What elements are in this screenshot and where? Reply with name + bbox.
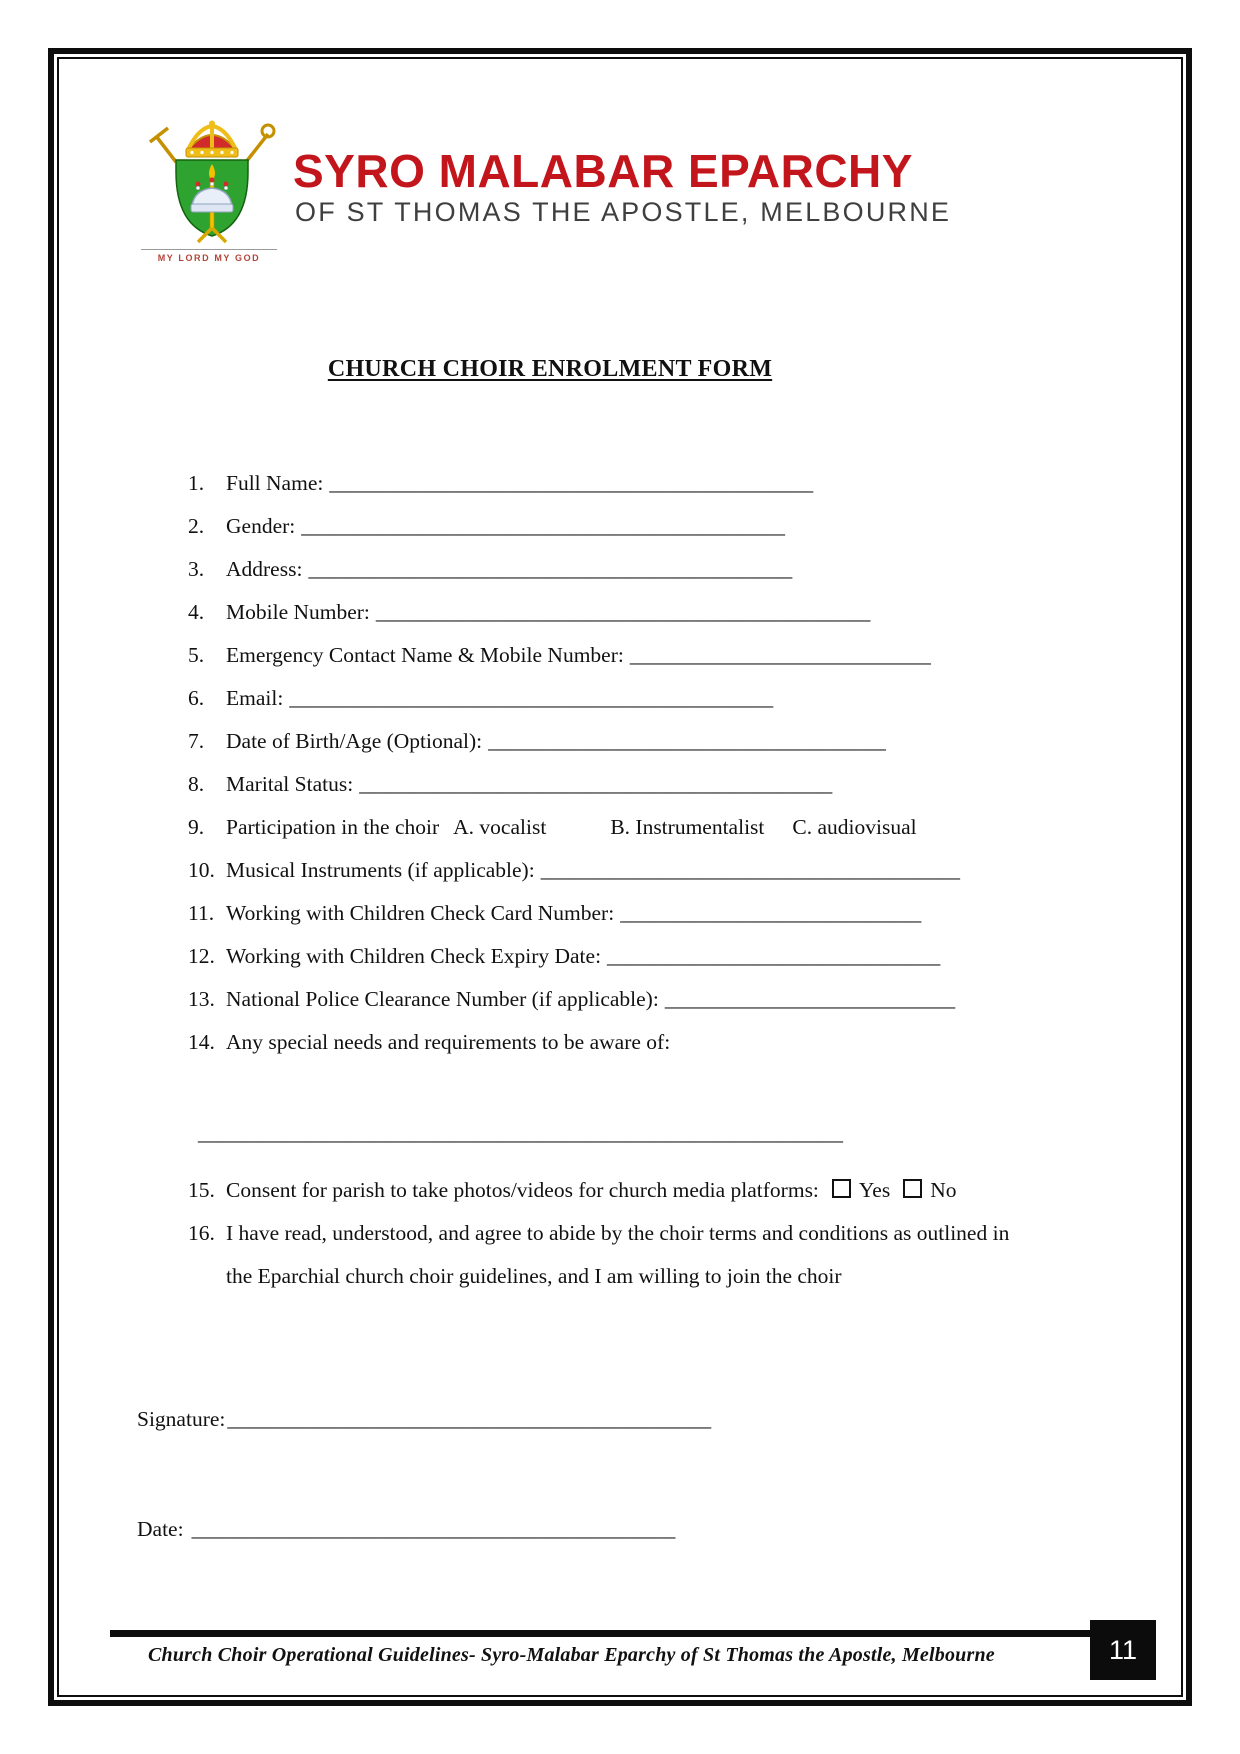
form-item-13 [188,978,1138,1021]
checkbox-label: Yes [858,1178,891,1202]
form-item-10 [188,849,1138,892]
item-number: 3. [188,557,205,581]
footer-rule [110,1630,1090,1637]
form-item-14 [188,1021,1138,1064]
item-number: 8. [188,772,205,796]
item-label: Address: [226,557,303,581]
footer-text: Church Choir Operational Guidelines- Syro-Malabar Eparchy of St Thomas the Apostle, Melbourne [148,1644,995,1666]
choir-participation-option: A. vocalist [453,815,547,839]
item-number: 10. [188,858,215,882]
item-body [226,591,870,634]
item-number: 6. [188,686,205,710]
form-item-15 [188,1169,1138,1212]
consent-yes-checkbox[interactable] [832,1179,851,1198]
form-item-8 [188,763,1138,806]
form-items [188,462,1138,1298]
answer-line[interactable]: ____________________________________________________________ [198,1121,843,1145]
form-item-2 [188,505,1138,548]
checkbox-label: No [930,1178,957,1202]
item-label: Consent for parish to take photos/videos for church media platforms: [226,1178,819,1202]
item-number: 4. [188,600,205,624]
blank-fill-line[interactable]: _____________________________________________ [289,686,774,710]
item-label: Mobile Number: [226,600,370,624]
form-item-16 [188,1212,1138,1298]
date-label: Date: [137,1517,184,1541]
blank-fill-line[interactable]: ____________________________ [629,643,931,667]
item-body [226,1212,1016,1298]
item-body [226,634,931,677]
blank-fill-line[interactable]: _____________________________________________ [329,471,814,495]
item-number: 7. [188,729,205,753]
item-body [226,849,960,892]
item-label: National Police Clearance Number (if applicable): [226,987,659,1011]
item-body [226,505,785,548]
signature-label: Signature: [137,1407,226,1431]
organization-name: SYRO MALABAR EPARCHY [293,145,913,197]
form-title [60,356,1040,383]
date-line[interactable]: _____________________________________________ [191,1517,676,1541]
item-label: Musical Instruments (if applicable): [226,858,535,882]
signature-line[interactable]: _____________________________________________ [227,1407,712,1431]
form-title-text: CHURCH CHOIR ENROLMENT FORM [327,356,773,382]
item-body [226,1169,957,1212]
item-number: 12. [188,944,215,968]
form-item-9 [188,806,1138,849]
organization-subtitle: OF ST THOMAS THE APOSTLE, MELBOURNE [295,197,952,227]
blank-fill-line[interactable]: ___________________________ [664,987,956,1011]
item-number: 2. [188,514,205,538]
crest-motto: MY LORD MY GOD [141,249,277,263]
form-item-4 [188,591,1138,634]
item-body [226,548,792,591]
item-number: 15. [188,1178,215,1202]
date-row [137,1508,675,1551]
eparchy-crest-logo [146,120,278,246]
item-number: 9. [188,815,205,839]
item-label: Participation in the choir [226,815,440,839]
item-number: 5. [188,643,205,667]
item-body [226,935,940,978]
form-item-12 [188,935,1138,978]
item-number: 11. [188,901,215,925]
item-label: Date of Birth/Age (Optional): [226,729,483,753]
form-item-11 [188,892,1138,935]
item-body [226,462,813,505]
item-number: 13. [188,987,215,1011]
form-item-1 [188,462,1138,505]
form-item-7 [188,720,1138,763]
item-body [226,677,773,720]
blank-fill-line[interactable]: _______________________________________ [540,858,960,882]
page-number-badge: 11 [1090,1620,1156,1680]
item-number: 16. [188,1221,215,1245]
item-body [226,892,921,935]
item-body [226,763,832,806]
consent-no-checkbox[interactable] [903,1179,922,1198]
blank-fill-line[interactable]: ______________________________________________ [375,600,871,624]
blank-fill-line[interactable]: _____________________________________________ [301,514,785,538]
item-label: Working with Children Check Expiry Date: [226,944,602,968]
item-label: Gender: [226,514,296,538]
item-label: Emergency Contact Name & Mobile Number: [226,643,624,667]
item-body [226,806,917,849]
form-item-3 [188,548,1138,591]
item-label: Marital Status: [226,772,354,796]
blank-fill-line[interactable]: _____________________________________________ [308,557,793,581]
item-number: 14. [188,1030,215,1054]
item-label: Working with Children Check Card Number: [226,901,615,925]
blank-fill-line[interactable]: ____________________________ [620,901,922,925]
choir-participation-option: C. audiovisual [792,815,917,839]
item-body [226,978,955,1021]
item-number: 1. [188,471,205,495]
item-label: Full Name: [226,471,324,495]
item-label: Email: [226,686,284,710]
item-body [226,720,886,763]
blank-fill-line[interactable]: _______________________________ [607,944,941,968]
form-item-6 [188,677,1138,720]
blank-fill-line[interactable]: ____________________________________________ [359,772,833,796]
item-body [226,1021,670,1064]
blank-fill-line[interactable]: _____________________________________ [488,729,886,753]
item-label: I have read, understood, and agree to abide by the choir terms and conditions as outlined in the Eparchial church choir guidelines, and I am willing to join the choir [226,1221,1010,1288]
signature-row [137,1398,711,1441]
item-label: Any special needs and requirements to be aware of: [226,1030,671,1054]
form-item-5 [188,634,1138,677]
choir-participation-option: B. Instrumentalist [610,815,765,839]
